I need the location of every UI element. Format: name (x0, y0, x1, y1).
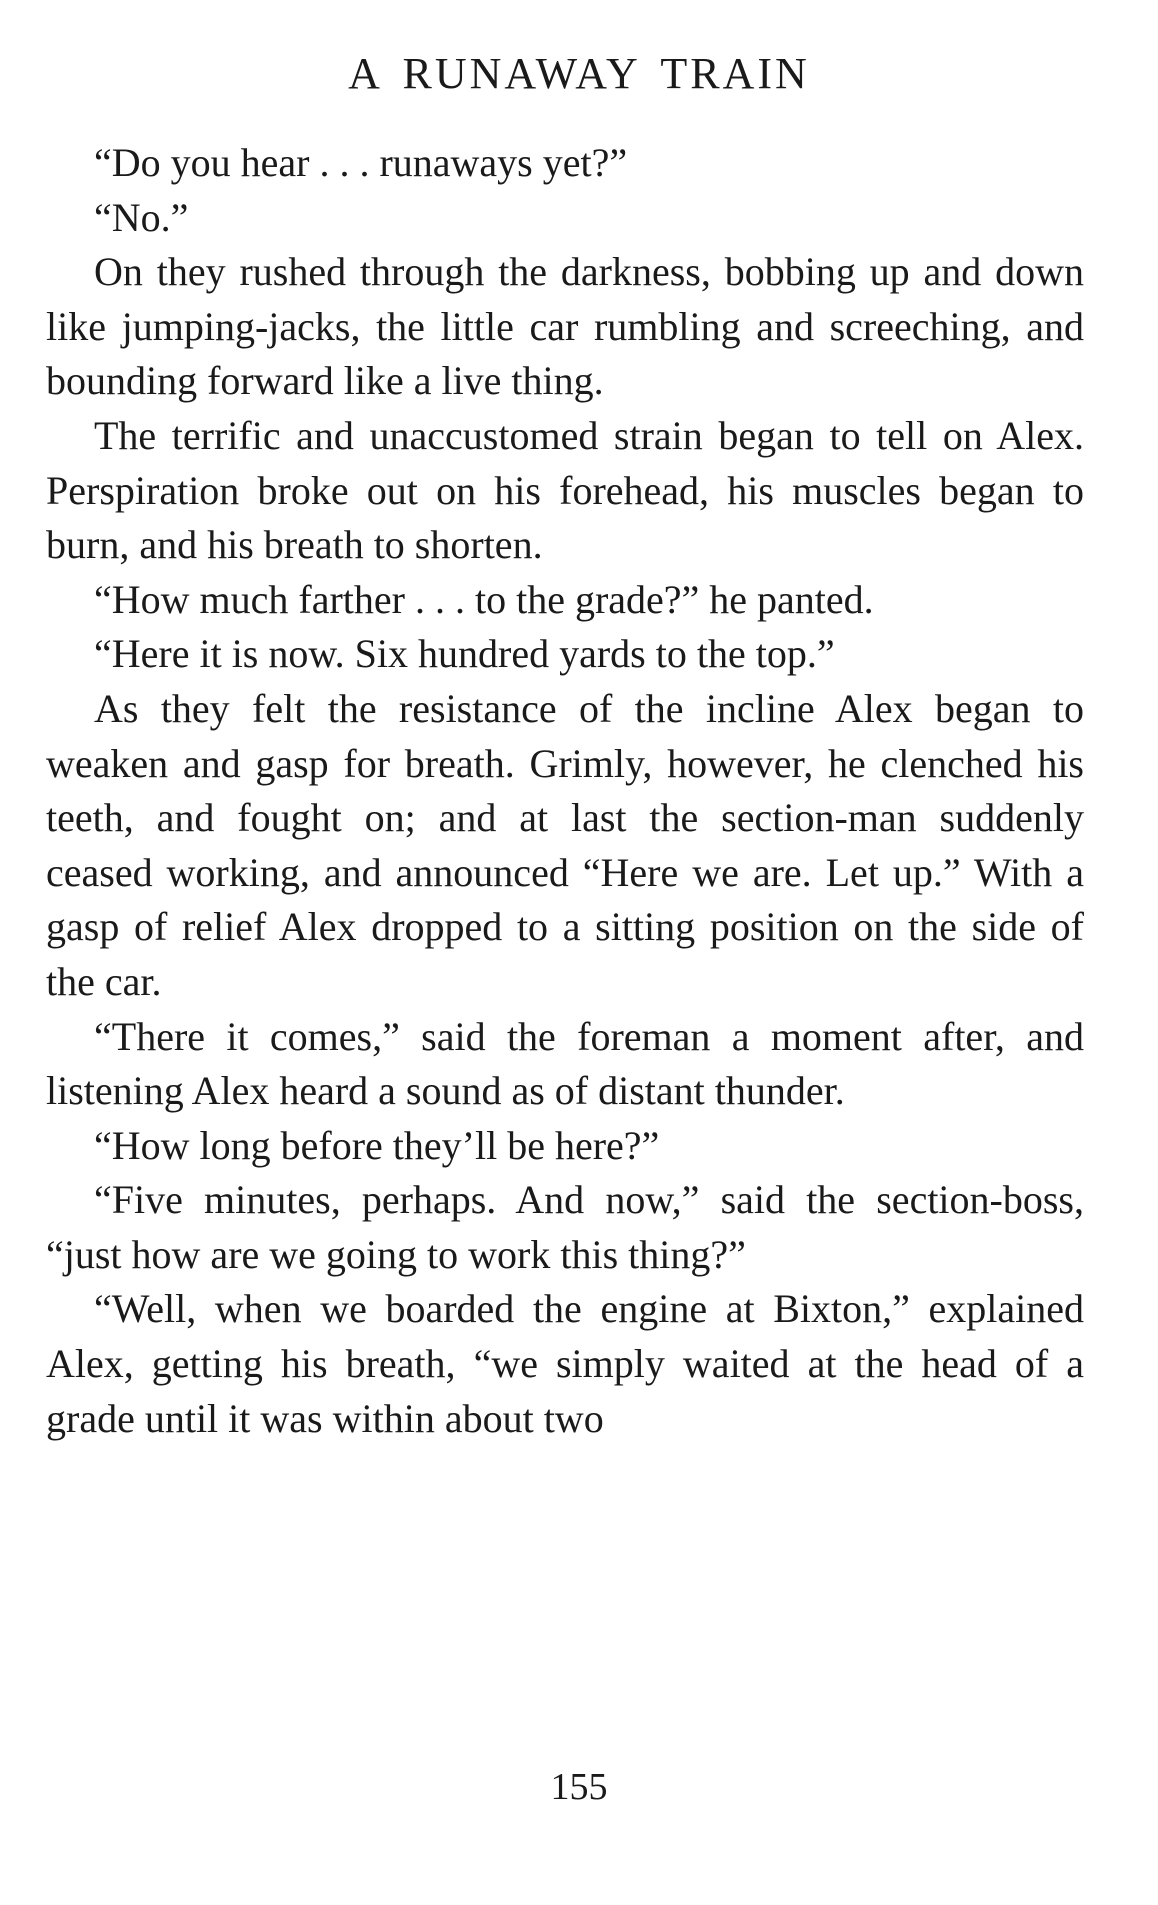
body-text (46, 136, 1084, 1446)
paragraph: On they rushed through the darkness, bobbing up and down like jumping-jacks, the little car rumbling and screeching, and bounding forward like a live thing. (46, 249, 1084, 404)
paragraph: “Five minutes, perhaps. And now,” said the section-boss, “just how are we going to work this thing?” (46, 1177, 1084, 1277)
paragraph: “How long before they’ll be here?” (94, 1122, 660, 1168)
paragraph: “No.” (94, 194, 189, 240)
paragraph: “Do you hear . . . runaways yet?” (94, 140, 628, 185)
paragraph: “Here it is now. Six hundred yards to the top.” (94, 631, 835, 677)
running-head: A RUNAWAY TRAIN (348, 49, 810, 98)
paragraph: The terrific and unaccustomed strain began to tell on Alex. Perspiration broke out on his forehead, his muscles began to burn, and his breath to shorten. (46, 412, 1084, 568)
paragraph: “How much farther . . . to the grade?” he panted. (94, 576, 874, 622)
paragraph: “There it comes,” said the foreman a moment after, and listening Alex heard a sound as of distant thunder. (46, 1013, 1084, 1114)
page-number: 155 (550, 1766, 608, 1808)
paragraph: “Well, when we boarded the engine at Bixton,” explained Alex, getting his breath, “we simply waited at the head of a grade until it was within about two (46, 1286, 1084, 1441)
paragraph: As they felt the resistance of the incline Alex began to weaken and gasp for breath. Grimly, however, he clenched his teeth, and fought on; and at last the section-man suddenly ceased working, and announced “Here we are. Let up.” With a gasp of relief Alex dropped to a sitting position on the side of the car. (46, 685, 1084, 1004)
